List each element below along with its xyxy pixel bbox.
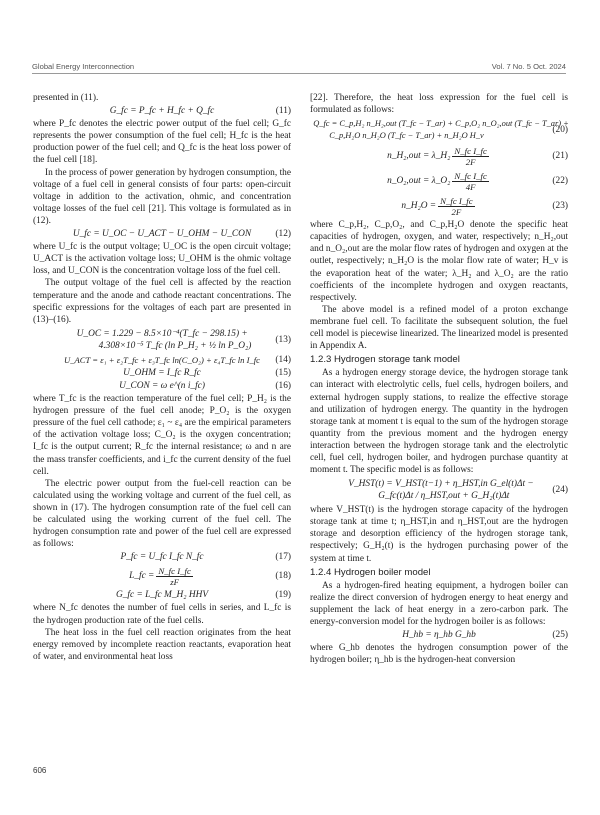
equation-12: U_fc = U_OC − U_ACT − U_OHM − U_CON (12) (72, 229, 291, 240)
equation-18: L_fc = $\frac{\text{N\_fc I\_fc}}{zF}$ (18) (129, 565, 291, 587)
paragraph: The heat loss in the fuel cell reaction originates from the heat energy removed by incomplete reaction reactants, evaporation heat of water, and environmental heat loss (33, 627, 291, 662)
equation-24: V_HST(t) = V_HST(t−1) + η_HST,in G_el(t)Δt − G_fc(t)Δt / η_HST,out + G_H₂(t)Δt (24) (348, 479, 568, 502)
paragraph: where N_fc denotes the number of fuel cells in series, and L_fc is the hydrogen production rate of the fuel cells. (33, 603, 291, 626)
page-number: 606 (33, 766, 47, 775)
paragraph: [22]. Therefore, the heat loss expression for the fuel cell is formulated as follows: (310, 93, 568, 116)
paragraph: The above model is a refined model of a proton exchange membrane fuel cell. To facilitate the subsequent solution, the fuel cell model is piecewise linearized. The linearized model is presented in Appendix A. (310, 304, 568, 352)
equation-16: U_CON = ω e^(n i_fc) (16) (119, 380, 291, 391)
equation-25: H_hb = η_hb G_hb (25) (402, 630, 568, 641)
section-heading: 1.2.3 Hydrogen storage tank model (310, 354, 460, 366)
equation-21: n_H₂,out = λ_H₂ $\frac{\text{N\_fc I\_fc}}{2F}$ (21) (387, 145, 568, 167)
paragraph: The electric power output from the fuel-cell reaction can be calculated using the working voltage and current of the fuel cell, as shown in (17). The hydrogen consumption rate of the fuel cell can be calculated using the working current of the fuel cell. The hydrogen consumption rate and power of the fuel cell are expressed as follows: (33, 478, 291, 550)
header-rule (32, 73, 566, 74)
equation-17: P_fc = U_fc I_fc N_fc (17) (120, 552, 291, 563)
equation-23: n_H₂O = $\frac{\text{N\_fc I\_fc}}{2F}$ (23) (401, 195, 568, 217)
paragraph: where V_HST(t) is the hydrogen storage capacity of the hydrogen storage tank at time t; η_HST,in and η_HST,out are the hydrogen storage and desorption efficiency of the hydrogen storage tank, respectively; G_H₂(t) is the hydrogen purchasing power of the system at time t. (310, 505, 568, 564)
paragraph: As a hydrogen-fired heating equipment, a hydrogen boiler can realize the direct conversion of hydrogen energy to heat energy and supplement the lack of heat energy in a zero-carbon park. The energy-conversion model for the hydrogen boiler is as follows: (310, 580, 568, 627)
paragraph: The output voltage of the fuel cell is affected by the reaction temperature and the anode and cathode reactant concentrations. The specific expressions for the voltages of each part are presented in (13)–(16). (33, 278, 291, 325)
paragraph: where U_fc is the output voltage; U_OC is the open circuit voltage; U_ACT is the activation voltage loss; U_OHM is the ohmic voltage loss, and U_CON is the concentration voltage loss of the fuel cell. (33, 242, 291, 277)
equation-20: Q_fc = C_p,H₂ n_H₂,out (T_fc − T_ar) + C_p,O₂ n_O₂,out (T_fc − T_ar) + C_p,H₂O n_H₂O (T_fc − T_ar) + n_H₂O H_v (20) (313, 119, 569, 141)
equation-14: U_ACT = ε₁ + ε₂T_fc + ε₃T_fc ln(C_O₂) + ε₄T_fc ln I_fc (14) (64, 354, 291, 365)
equation-22: n_O₂,out = λ_O₂ $\frac{\text{N\_fc I\_fc}}{4F}$ (22) (387, 170, 568, 192)
journal-name: Global Energy Interconnection (32, 62, 135, 71)
paragraph: As a hydrogen energy storage device, the hydrogen storage tank can interact with electrolytic cells, fuel cells, hydrogen boilers, and external hydrogen supply stations, to realize the effective storage and utilization of hydrogen energy. The quantity in the hydrogen storage tank at moment t is equal to the sum of the hydrogen storage quantity from the previous moment and the hydrogen energy interaction between the hydrogen storage tank and the electrolytic cell, fuel cell, hydrogen boiler, and hydrogen purchase quantity at moment t. The specific model is as follows: (310, 368, 568, 476)
paragraph: presented in (11). (33, 93, 99, 103)
equation-13: U_OC = 1.229 − 8.5×10⁻⁴(T_fc − 298.15) + 4.308×10⁻⁵ T_fc (ln P_H₂ + ½ ln P_O₂) (13) (76, 328, 291, 351)
paragraph: In the process of power generation by hydrogen consumption, the voltage of a fuel cell in general consists of four parts: open-circuit voltage in addition to the activation, ohmic, and concentration voltage losses of the fuel cell [21]. This voltage is formulated as in (12). (33, 167, 291, 226)
equation-11: G_fc = P_fc + H_fc + Q_fc (11) (109, 106, 291, 117)
paragraph: where T_fc is the reaction temperature of the fuel cell; P_H₂ is the hydrogen pressure of the fuel cell anode; P_O₂ is the oxygen pressure of the fuel cell cathode; ε₁ ~ ε₄ are the empirical parameters of the activation voltage loss; C_O₂ is the oxygen concentration; I_fc is the output current; R_fc the internal resistance; ω and n are the mass transfer coefficients, and i_fc the current density of the fuel cell. (33, 394, 291, 477)
paragraph: where G_hb denotes the hydrogen consumption power of the hydrogen boiler; η_hb is the hydrogen-heat conversion (310, 643, 568, 666)
paragraph: where C_p,H₂, C_p,O₂, and C_p,H₂O denote the specific heat capacities of hydrogen, oxygen, and water, respectively; n_H₂,out and n_O₂,out are the molar flow rates of hydrogen and oxygen at the outlet, respectively; n_H₂O is the molar flow rate of water; H_v is the evaporation heat of the water; λ_H₂ and λ_O₂ are the ratio coefficients of the incomplete hydrogen and oxygen reactants, respectively. (310, 220, 568, 303)
equation-15: U_OHM = I_fc R_fc (15) (123, 367, 291, 378)
issue-info: Vol. 7 No. 5 Oct. 2024 (491, 62, 566, 71)
section-heading: 1.2.4 Hydrogen boiler model (310, 566, 431, 578)
equation-19: G_fc = L_fc M_H₂ HHV (19) (115, 590, 291, 601)
left-column (33, 92, 291, 663)
right-column (310, 92, 568, 666)
paragraph: where P_fc denotes the electric power output of the fuel cell; G_fc represents the power consumption of the fuel cell; H_fc is the heat production power of the fuel cell; and Q_fc is the heat loss power of the fuel cell [18]. (33, 119, 291, 166)
